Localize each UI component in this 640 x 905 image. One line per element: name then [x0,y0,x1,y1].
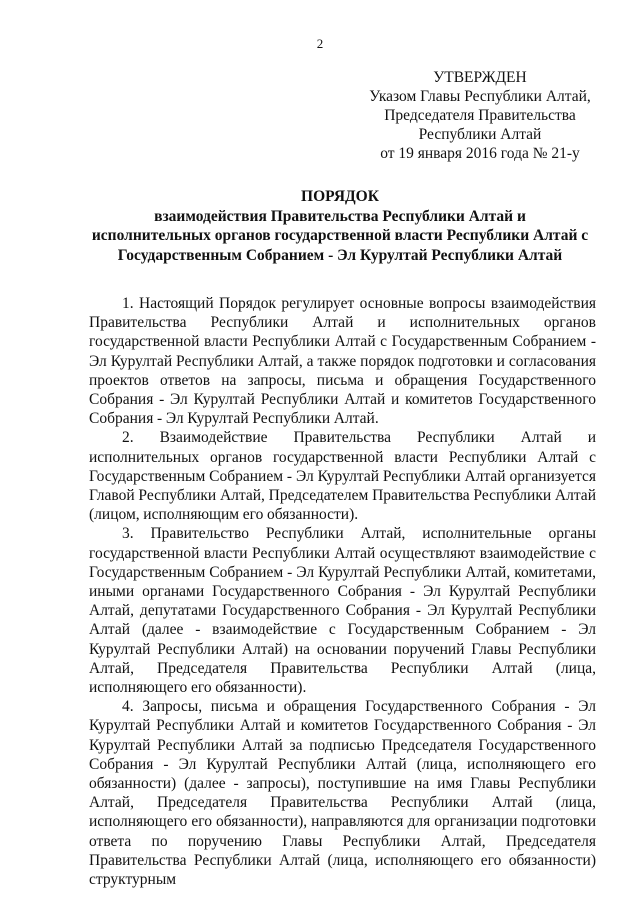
title-line: исполнительных органов государственной власти Республики Алтай с [91,227,589,244]
document-body [89,294,596,889]
paragraph-3: 3. Правительство Республики Алтай, исполнительные органы государственной власти Республики Алтай осуществляют взаимодействие с Государственным Собранием - Эл Курултай Республики Алтай, комитетами, иными органами Государственного Собрания - Эл Курултай Республики Алтай, депутатами Государственного Собрания - Эл Курултай Республики Алтай (далее - взаимодействие с Государственным Собранием - Эл Курултай Республики Алтай) на основании поручений Главы Республики Алтай, Председателя Правительства Республики Алтай (лица, исполняющего его обязанности). [89,525,596,697]
approval-line: УТВЕРЖДЕН [433,69,527,86]
approval-line: Указом Главы Республики Алтай, [369,88,591,105]
page-number: 2 [316,36,324,51]
title-line: взаимодействия Правительства Республики Алтай и [154,207,526,225]
approval-line: Республики Алтай [418,126,542,143]
document-title [80,187,600,265]
paragraph-4: 4. Запросы, письма и обращения Государственного Собрания - Эл Курултай Республики Алтай и комитетов Государственного Собрания - Эл Курултай Республики Алтай за подписью Председателя Государственного Собрания - Эл Курултай Республики Алтай (лица, исполняющего его обязанности) (далее - запросы), поступившие на имя Главы Республики Алтай, Председателя Правительства Республики Алтай (лица, исполняющего его обязанности), направляются для организации подготовки ответа по поручению Главы Республики Алтай, Председателя Правительства Республики Алтай (лица, исполняющего его обязанности) структурным [89,698,596,889]
title-line: Государственным Собранием - Эл Курултай Республики Алтай [117,246,563,264]
approval-line: от 19 января 2016 года № 21-у [380,145,580,162]
title-heading: ПОРЯДОК [301,188,379,205]
paragraph-2: 2. Взаимодействие Правительства Республики Алтай и исполнительных органов государственной власти Республики Алтай с Государственным Собранием - Эл Курултай Республики Алтай организуется Главой Республики Алтай, Председателем Правительства Республики Алтай (лицом, исполняющим его обязанности). [89,429,596,524]
paragraph-1: 1. Настоящий Порядок регулирует основные вопросы взаимодействия Правительства Республики Алтай и исполнительных органов государственной власти Республики Алтай с Государственным Собранием - Эл Курултай Республики Алтай, а также порядок подготовки и согласования проектов ответов на запросы, письма и обращения Государственного Собрания - Эл Курултай Республики Алтай и комитетов Государственного Собрания - Эл Курултай Республики Алтай. [89,295,596,428]
approval-line: Председателя Правительства [384,107,576,124]
approval-stamp [366,68,594,163]
